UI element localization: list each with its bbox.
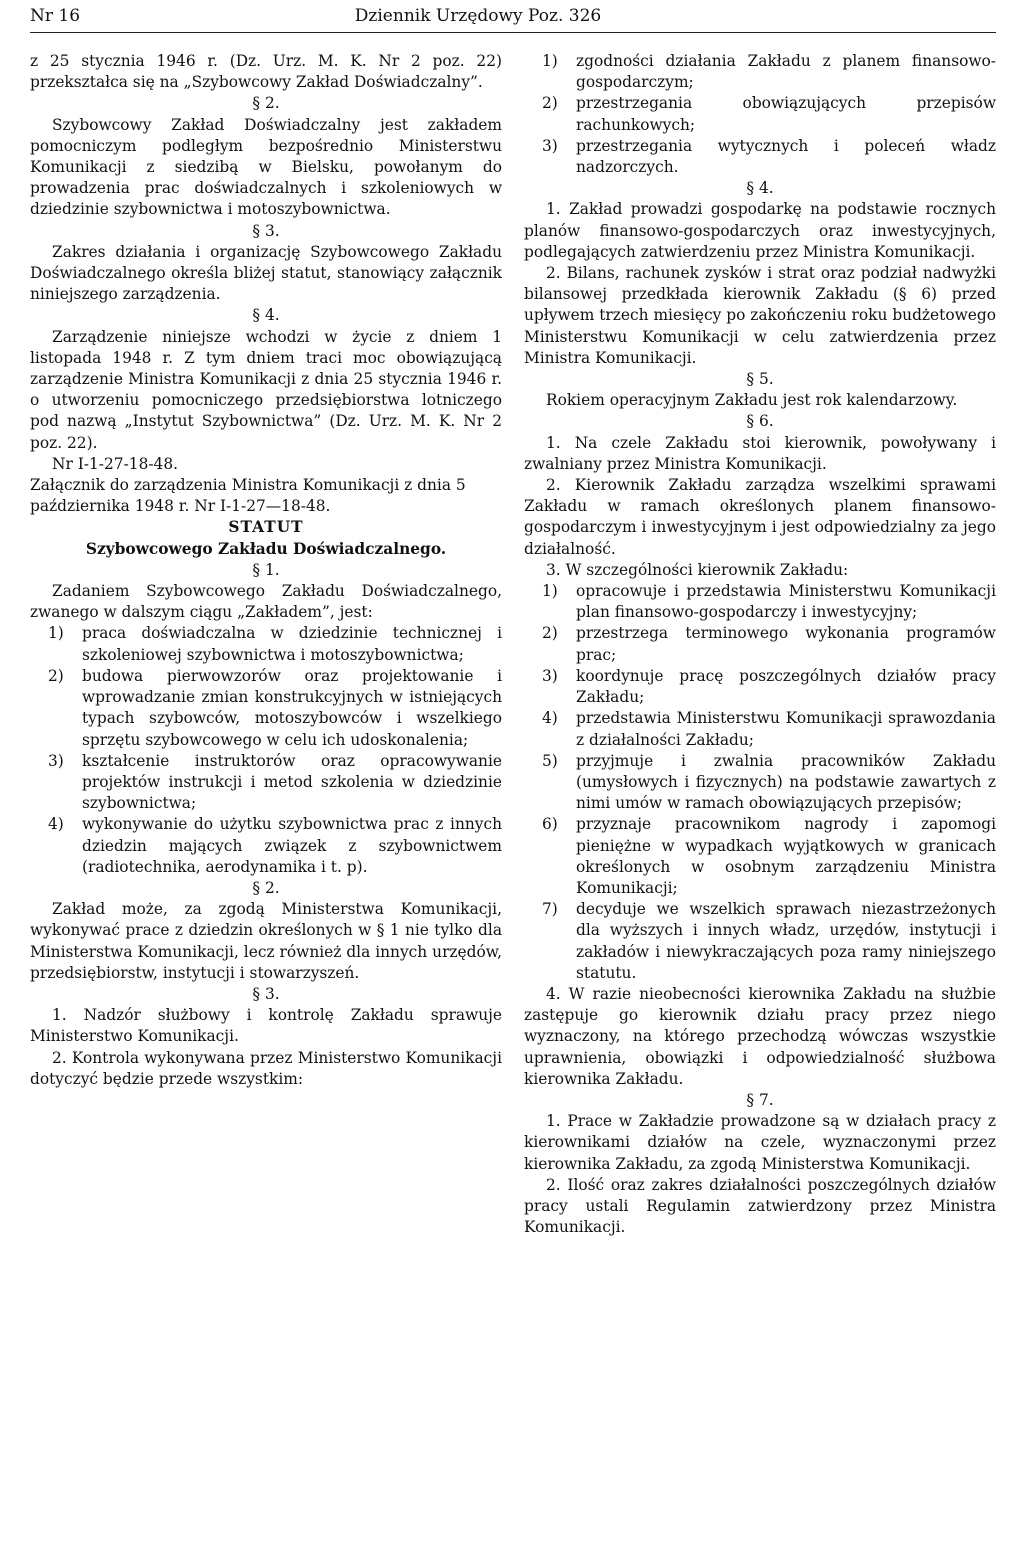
statut-subtitle: Szybowcowego Zakładu Doświadczalnego. xyxy=(85,539,447,558)
list-item: 1) zgodności działania Zakładu z planem finansowo-gospodarczym; xyxy=(542,52,996,92)
list-item: 5) przyjmuje i zwalnia pracowników Zakładu (umysłowych i fizycznych) na podstawie zawartych z nimi umów w ramach obowiązujących przepisów; xyxy=(542,751,996,813)
paragraph: 4. W razie nieobecności kierownika Zakładu na służbie zastępuje go kierownik działu pracy przez niego wyznaczony, na którego przechodzą wówczas wszystkie uprawnienia, obowiązki i odpowiedzialność służbowa kierownika Zakładu. xyxy=(524,984,996,1088)
section-heading: § 4. xyxy=(252,306,280,325)
list-item: 6) przyznaje pracownikom nagrody i zapomogi pieniężne w wypadkach wyjątkowych w granicach określonych w osobnym zarządzeniu Ministra Komunikacji; xyxy=(542,815,996,897)
duties-list xyxy=(524,581,996,984)
list-item: 3) kształcenie instruktorów oraz opracowywanie projektów instrukcji i metod szkolenia w dziedzinie szybownictwa; xyxy=(48,751,502,813)
list-item: 1) praca doświadczalna w dziedzinie technicznej i szkoleniowej szybownictwa i motoszybownictwa; xyxy=(48,624,502,664)
control-list xyxy=(524,51,996,178)
paragraph: 1. Prace w Zakładzie prowadzone są w działach pracy z kierownikami działów na czele, wyznaczonymi przez kierownika Zakładu, za zgodą Ministerstwa Komunikacji. xyxy=(524,1112,996,1173)
section-heading: § 3. xyxy=(252,221,280,240)
paragraph: 3. W szczególności kierownik Zakładu: xyxy=(546,560,849,579)
annex-note: Załącznik do zarządzenia Ministra Komunikacji z dnia 5 października 1948 r. Nr I-1-27—18-48. xyxy=(30,476,466,516)
list-item: 2) przestrzegania obowiązujących przepisów rachunkowych; xyxy=(542,94,996,134)
journal-title: Dziennik Urzędowy Poz. 326 xyxy=(354,6,602,26)
paragraph: 1. Zakład prowadzi gospodarkę na podstawie rocznych planów finansowo-gospodarczych oraz inwestycyjnych, podlegających zatwierdzeniu przez Ministra Komunikacji. xyxy=(524,200,996,261)
paragraph: Rokiem operacyjnym Zakładu jest rok kalendarzowy. xyxy=(546,391,958,410)
paragraph: 2. Kontrola wykonywana przez Ministerstwo Komunikacji dotyczyć będzie przede wszystkim: xyxy=(30,1048,502,1088)
section-heading: § 3. xyxy=(252,984,280,1003)
reference-number: Nr I-1-27-18-48. xyxy=(52,454,179,473)
issue-number: Nr 16 xyxy=(30,6,81,26)
paragraph: 2. Ilość oraz zakres działalności poszczególnych działów pracy ustali Regulamin zatwierdzony przez Ministra Komunikacji. xyxy=(524,1175,996,1237)
task-list xyxy=(30,623,502,877)
list-item: 7) decyduje we wszelkich sprawach niezastrzeżonych dla wyższych i innych władz, urzędów, instytucji i zakładów i niewykraczających poza ramy niniejszego statutu. xyxy=(542,900,996,982)
paragraph: 2. Bilans, rachunek zysków i strat oraz podział nadwyżki bilansowej przedkłada kierownik Zakładu (§ 6) przed upływem trzech miesięcy po zakończeniu roku budżetowego Ministerstwu Komunikacji w celu zatwierdzenia przez Ministra Komunikacji. xyxy=(524,264,996,367)
list-item: 1) opracowuje i przedstawia Ministerstwu Komunikacji plan finansowo-gospodarczy i inwestycyjny; xyxy=(542,582,996,622)
paragraph: Zarządzenie niniejsze wchodzi w życie z dniem 1 listopada 1948 r. Z tym dniem traci moc obowiązującą zarządzenie Ministra Komunikacji z dnia 25 stycznia 1946 r. o utworzeniu pomocniczego przedsiębiorstwa lotniczego pod nazwą „Instytut Szybownictwa” (Dz. Urz. M. K. Nr 2 poz. 22). xyxy=(30,327,502,452)
statut-title: STATUT xyxy=(228,518,304,537)
page-header xyxy=(30,6,996,33)
left-column xyxy=(30,51,502,1238)
paragraph: Zadaniem Szybowcowego Zakładu Doświadczalnego, zwanego w dalszym ciągu „Zakładem”, jest: xyxy=(30,582,502,622)
list-item: 4) przedstawia Ministerstwu Komunikacji sprawozdania z działalności Zakładu; xyxy=(542,709,996,749)
paragraph: Zakres działania i organizację Szybowcowego Zakładu Doświadczalnego określa bliżej statut, stanowiący załącznik niniejszego zarządzenia. xyxy=(30,242,502,304)
paragraph: Zakład może, za zgodą Ministerstwa Komunikacji, wykonywać prace z dziedzin określonych w § 1 nie tylko dla Ministerstwa Komunikacji, lecz również dla innych urzędów, przedsiębiorstw, instytucji i stowarzyszeń. xyxy=(30,900,502,982)
section-heading: § 2. xyxy=(252,94,280,113)
section-heading: § 4. xyxy=(746,179,774,198)
list-item: 2) przestrzega terminowego wykonania programów prac; xyxy=(542,624,996,664)
paragraph: 1. Na czele Zakładu stoi kierownik, powoływany i zwalniany przez Ministra Komunikacji. xyxy=(524,433,996,473)
list-item: 3) przestrzegania wytycznych i poleceń władz nadzorczych. xyxy=(542,136,996,177)
section-heading: § 1. xyxy=(252,560,280,579)
paragraph: 2. Kierownik Zakładu zarządza wszelkimi sprawami Zakładu w ramach określonych planem finansowo-gospodarczym i inwestycyjnym i jest odpowiedzialny za jego działalność. xyxy=(524,476,996,558)
list-item: 2) budowa pierwowzorów oraz projektowanie i wprowadzanie zmian konstrukcyjnych w istniejących typach szybowców, motoszybowców i wszelkiego sprzętu szybowcowego w celu ich udoskonalenia; xyxy=(48,666,502,749)
intro-paragraph: z 25 stycznia 1946 r. (Dz. Urz. M. K. Nr 2 poz. 22) przekształca się na „Szybowcowy Zakład Doświadczalny”. xyxy=(30,52,502,92)
section-heading: § 2. xyxy=(252,878,280,897)
right-column xyxy=(524,51,996,1238)
paragraph: 1. Nadzór służbowy i kontrolę Zakładu sprawuje Ministerstwo Komunikacji. xyxy=(30,1006,502,1046)
section-heading: § 7. xyxy=(746,1090,774,1109)
list-item: 4) wykonywanie do użytku szybownictwa prac z innych dziedzin mających związek z szybownictwem (radiotechnika, aerodynamika i t. p). xyxy=(48,815,502,876)
paragraph: Szybowcowy Zakład Doświadczalny jest zakładem pomocniczym podległym bezpośrednio Ministerstwu Komunikacji z siedzibą w Bielsku, powołanym do prowadzenia prac doświadczalnych i szkoleniowych w dziedzinie szybownictwa i motoszybownictwa. xyxy=(30,115,502,219)
section-heading: § 6. xyxy=(746,412,774,431)
list-item: 3) koordynuje pracę poszczególnych działów pracy Zakładu; xyxy=(542,666,996,707)
section-heading: § 5. xyxy=(746,370,774,389)
